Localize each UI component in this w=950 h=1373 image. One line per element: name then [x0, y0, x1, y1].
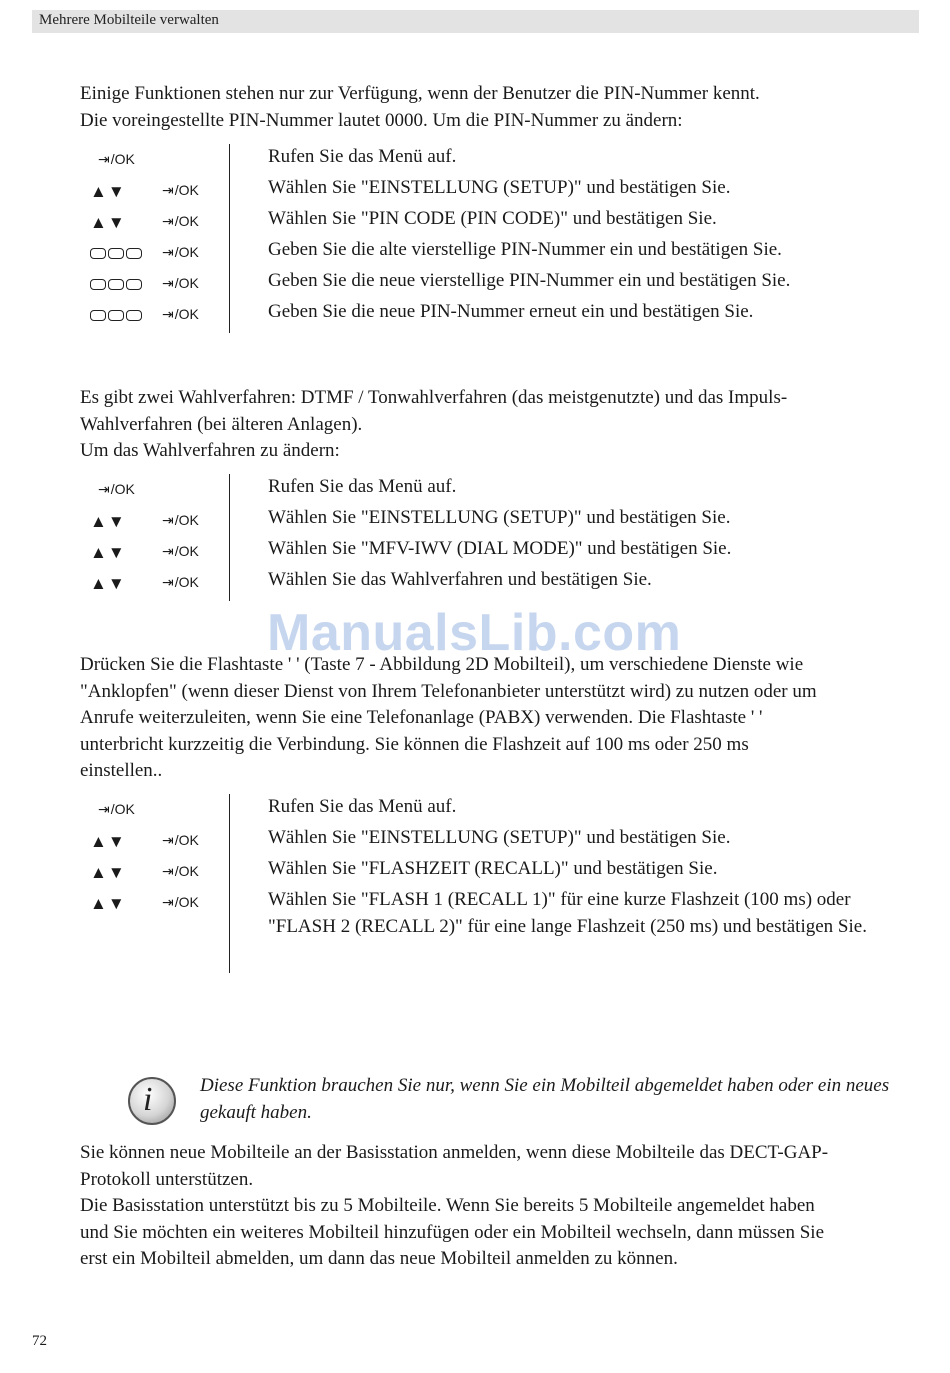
step-text: Wählen Sie "MFV-IWV (DIAL MODE)" und bestätigen Sie.	[268, 538, 732, 559]
step-row	[80, 206, 920, 237]
ok-key: ⇥/OK	[162, 863, 199, 879]
up-down-arrows-icon: ▲▼	[90, 574, 126, 593]
enter-arrow-icon: ⇥	[162, 543, 174, 559]
register-line: Protokoll unterstützen.	[80, 1168, 254, 1190]
step-text: Rufen Sie das Menü auf.	[268, 476, 457, 497]
ok-key: ⇥/OK	[162, 512, 199, 528]
dialmode-steps	[80, 474, 920, 602]
step-text: Rufen Sie das Menü auf.	[268, 146, 457, 167]
dialmode-intro-line: Um das Wahlverfahren zu ändern:	[80, 440, 340, 461]
ok-key: ⇥/OK	[162, 182, 199, 198]
running-header	[32, 10, 919, 33]
register-line: Die Basisstation unterstützt bis zu 5 Mobilteile. Wenn Sie bereits 5 Mobilteile angemeldet haben	[80, 1195, 815, 1216]
up-down-arrows-icon: ▲▼	[90, 543, 126, 562]
step-row	[80, 887, 920, 972]
enter-arrow-icon: ⇥	[162, 213, 174, 229]
info-icon	[128, 1077, 176, 1125]
dialmode-intro-line: Es gibt zwei Wahlverfahren: DTMF / Tonwahlverfahren (das meistgenutzte) und das Impuls-	[80, 387, 788, 408]
enter-arrow-icon: ⇥	[162, 894, 174, 910]
enter-arrow-icon: ⇥	[162, 863, 174, 879]
step-text: Rufen Sie das Menü auf.	[268, 796, 457, 817]
flash-intro-line: Anrufe weiterzuleiten, wenn Sie eine Telefonanlage (PABX) verwenden. Die Flashtaste ' '	[80, 707, 763, 728]
flash-intro-line: einstellen..	[80, 760, 163, 781]
ok-key: ⇥/OK	[98, 481, 135, 497]
enter-arrow-icon: ⇥	[98, 481, 110, 497]
register-line: und Sie möchten ein weiteres Mobilteil hinzufügen oder ein Mobilteil wechseln, dann müssen Sie	[80, 1221, 825, 1243]
ok-key: ⇥/OK	[162, 275, 199, 291]
ok-key: ⇥/OK	[162, 213, 199, 229]
enter-arrow-icon: ⇥	[162, 574, 174, 590]
pin-steps	[80, 144, 920, 334]
step-text: Wählen Sie "PIN CODE (PIN CODE)" und bestätigen Sie.	[268, 208, 717, 229]
step-row	[80, 299, 920, 330]
step-row	[80, 794, 920, 825]
step-row	[80, 268, 920, 299]
ok-key: ⇥/OK	[162, 244, 199, 260]
step-row	[80, 856, 920, 887]
step-row	[80, 825, 920, 856]
enter-arrow-icon: ⇥	[162, 275, 174, 291]
enter-arrow-icon: ⇥	[162, 832, 174, 848]
watermark: ManualsLib.com	[267, 604, 682, 662]
flash-intro-line: Drücken Sie die Flashtaste ' ' (Taste 7 - Abbildung 2D Mobilteil), um verschiedene Dienste wie	[80, 654, 804, 675]
ok-key: ⇥/OK	[162, 306, 199, 322]
step-row	[80, 536, 920, 567]
up-down-arrows-icon: ▲▼	[90, 182, 126, 201]
dialmode-intro-line: Wahlverfahren (bei älteren Anlagen).	[80, 413, 363, 435]
ok-key: ⇥/OK	[98, 151, 135, 167]
step-row	[80, 144, 920, 175]
digit-keys-icon	[90, 244, 144, 262]
ok-key: ⇥/OK	[162, 543, 199, 559]
up-down-arrows-icon: ▲▼	[90, 832, 126, 851]
flash-intro-line: unterbricht kurzzeitig die Verbindung. Sie können die Flashzeit auf 100 ms oder 250 ms	[80, 733, 749, 755]
register-line: Sie können neue Mobilteile an der Basisstation anmelden, wenn diese Mobilteile das DECT-GAP-	[80, 1142, 829, 1163]
up-down-arrows-icon: ▲▼	[90, 512, 126, 531]
step-row	[80, 505, 920, 536]
up-down-arrows-icon: ▲▼	[90, 863, 126, 882]
page-number: 72	[32, 1333, 47, 1349]
register-paragraph	[80, 1140, 920, 1273]
ok-key: ⇥/OK	[162, 574, 199, 590]
pin-intro	[80, 81, 920, 134]
step-text: Geben Sie die neue PIN-Nummer erneut ein und bestätigen Sie.	[268, 301, 754, 322]
up-down-arrows-icon: ▲▼	[90, 894, 126, 913]
step-row	[80, 175, 920, 206]
enter-arrow-icon: ⇥	[162, 182, 174, 198]
step-text: Wählen Sie "EINSTELLUNG (SETUP)" und bestätigen Sie.	[268, 827, 731, 848]
flash-intro-line: "Anklopfen" (wenn dieser Dienst von Ihrem Telefonanbieter unterstützt wird) zu nutzen oder um	[80, 680, 817, 702]
ok-key: ⇥/OK	[162, 832, 199, 848]
step-text: Geben Sie die neue vierstellige PIN-Nummer ein und bestätigen Sie.	[268, 270, 791, 291]
step-text: Wählen Sie "FLASH 1 (RECALL 1)" für eine kurze Flashzeit (100 ms) oder "FLASH 2 (RECALL 2)" für eine lange Flashzeit (250 ms) und bestätigen Sie.	[268, 889, 867, 937]
step-text: Wählen Sie das Wahlverfahren und bestätigen Sie.	[268, 569, 652, 590]
ok-key: ⇥/OK	[98, 801, 135, 817]
pin-intro-line: Einige Funktionen stehen nur zur Verfügung, wenn der Benutzer die PIN-Nummer kennt.	[80, 83, 760, 104]
dialmode-intro	[80, 385, 920, 465]
flash-intro	[80, 652, 920, 785]
info-glyph: i	[143, 1081, 153, 1118]
note-text: Diese Funktion brauchen Sie nur, wenn Sie ein Mobilteil abgemeldet haben oder ein neues gekauft haben.	[200, 1075, 890, 1123]
register-line: erst ein Mobilteil abmelden, um dann das neue Mobilteil anmelden zu können.	[80, 1248, 678, 1269]
step-row	[80, 474, 920, 505]
step-text: Wählen Sie "EINSTELLUNG (SETUP)" und bestätigen Sie.	[268, 507, 731, 528]
ok-key: ⇥/OK	[162, 894, 199, 910]
flash-steps	[80, 794, 920, 974]
header-title: Mehrere Mobilteile verwalten	[39, 12, 219, 28]
digit-keys-icon	[90, 275, 144, 293]
step-row	[80, 237, 920, 268]
step-text: Geben Sie die alte vierstellige PIN-Nummer ein und bestätigen Sie.	[268, 239, 782, 260]
up-down-arrows-icon: ▲▼	[90, 213, 126, 232]
enter-arrow-icon: ⇥	[162, 244, 174, 260]
step-text: Wählen Sie "FLASHZEIT (RECALL)" und bestätigen Sie.	[268, 858, 718, 879]
enter-arrow-icon: ⇥	[162, 306, 174, 322]
step-row	[80, 567, 920, 598]
enter-arrow-icon: ⇥	[98, 801, 110, 817]
step-text: Wählen Sie "EINSTELLUNG (SETUP)" und bestätigen Sie.	[268, 177, 731, 198]
pin-intro-line: Die voreingestellte PIN-Nummer lautet 0000. Um die PIN-Nummer zu ändern:	[80, 109, 683, 131]
digit-keys-icon	[90, 306, 144, 324]
enter-arrow-icon: ⇥	[98, 151, 110, 167]
enter-arrow-icon: ⇥	[162, 512, 174, 528]
